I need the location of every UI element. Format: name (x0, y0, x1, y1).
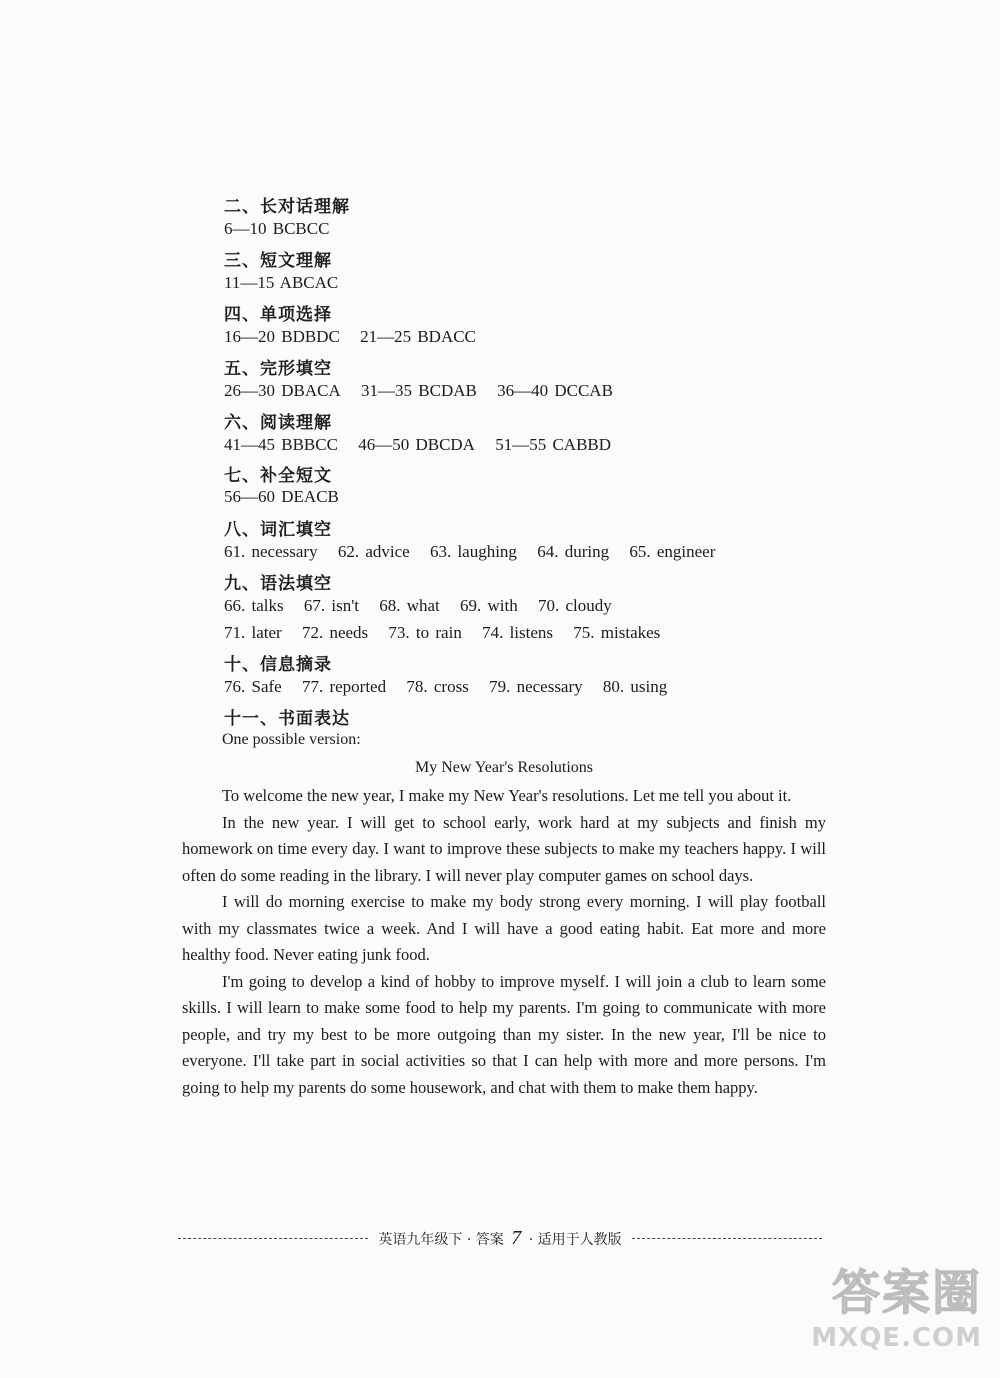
watermark (742, 1254, 982, 1364)
answer-line (224, 596, 626, 616)
answer-item: 67. isn't (303, 596, 359, 615)
answer-line (224, 381, 627, 401)
answer-item: 68. what (379, 596, 440, 615)
watermark-logo: 答案圈 (831, 1265, 982, 1321)
footer-edition-label: · 适用于人教版 (528, 1231, 622, 1248)
section-title: 二、长对话理解 (224, 197, 350, 217)
essay-intro: One possible version: (222, 731, 361, 748)
page-number: 7 (511, 1226, 522, 1249)
answer-item: 72. needs (301, 623, 369, 642)
essay-paragraph: In the new year. I will get to school early, work hard at my subjects and finish my homework on time every day. I want to improve these subjects to make my teachers happy. I will often do some reading in the library. I will never play computer games on school days. (182, 812, 826, 885)
section-title: 九、语法填空 (224, 574, 332, 594)
answer-line (224, 219, 343, 239)
answer-item: 76. Safe (224, 677, 282, 696)
answer-line (224, 623, 674, 643)
answer-item: 66. talks (224, 596, 284, 615)
essay-paragraph: I'm going to develop a kind of hobby to improve myself. I will join a club to learn some skills. I will learn to make some food to help my parents. I'm going to communicate with more people, and try my best to be more outgoing than my sister. In the new year, I'll be nice to everyone. I'll take part in social activities so that I can help with more and more persons. I'm going to help my parents do some housework, and chat with them to make them happy. (182, 971, 826, 1097)
section-title: 三、短文理解 (224, 251, 332, 271)
answer-group: 11—15 ABCAC (224, 273, 339, 292)
watermark-url: MXQE.COM (811, 1323, 982, 1353)
answer-group: 51—55 CABBD (495, 435, 612, 454)
answer-group: 41—45 BBBCC (224, 435, 338, 454)
answer-line (224, 542, 729, 562)
answer-item: 78. cross (406, 677, 469, 696)
answer-group: 31—35 BCDAB (361, 381, 477, 400)
answer-item: 77. reported (301, 677, 387, 696)
answer-item: 63. laughing (429, 542, 517, 561)
answer-item: 65. engineer (629, 542, 716, 561)
answer-item: 61. necessary (224, 542, 318, 561)
essay-body (182, 783, 826, 1101)
essay-paragraph: I will do morning exercise to make my body strong every morning. I will play football with my classmates twice a week. And I will have a good eating habit. Eat more and more healthy food. Never eating junk food. (182, 892, 826, 964)
section-title: 六、阅读理解 (224, 413, 332, 433)
section-title: 十、信息摘录 (224, 655, 332, 675)
answer-item: 69. with (460, 596, 518, 615)
answer-line (224, 677, 681, 697)
answer-item: 70. cloudy (538, 596, 612, 615)
answer-item: 79. necessary (489, 677, 583, 696)
answer-item: 62. advice (337, 542, 410, 561)
answer-item: 73. to rain (388, 623, 462, 642)
answer-line (224, 327, 490, 347)
page-footer (178, 1228, 822, 1248)
section-title: 十一、书面表达 (224, 709, 350, 729)
answer-group: 16—20 BDBDC (224, 327, 340, 346)
answer-line (224, 273, 352, 293)
footer-rule-left (178, 1238, 368, 1239)
section-title: 七、补全短文 (224, 466, 332, 486)
essay-title: My New Year's Resolutions (415, 759, 593, 776)
answer-group: 6—10 BCBCC (224, 219, 330, 238)
answer-item: 80. using (602, 677, 668, 696)
answer-item: 64. during (537, 542, 610, 561)
answer-group: 56—60 DEACB (224, 487, 339, 506)
section-title: 八、词汇填空 (224, 520, 332, 540)
answer-group: 26—30 DBACA (224, 381, 341, 400)
footer-text (368, 1227, 631, 1250)
answer-item: 74. listens (482, 623, 554, 642)
answer-group: 36—40 DCCAB (497, 381, 613, 400)
section-title: 五、完形填空 (224, 359, 332, 379)
answer-item: 71. later (224, 623, 282, 642)
footer-rule-right (632, 1238, 822, 1239)
footer-book-label: 英语九年级下 · 答案 (378, 1231, 504, 1248)
answer-item: 75. mistakes (573, 623, 661, 642)
answer-group: 46—50 DBCDA (358, 435, 475, 454)
answer-group: 21—25 BDACC (360, 327, 476, 346)
section-title: 四、单项选择 (224, 305, 332, 325)
essay-paragraph: To welcome the new year, I make my New Year's resolutions. Let me tell you about it. (222, 786, 792, 805)
answer-line (224, 487, 353, 507)
answer-line (224, 435, 625, 455)
